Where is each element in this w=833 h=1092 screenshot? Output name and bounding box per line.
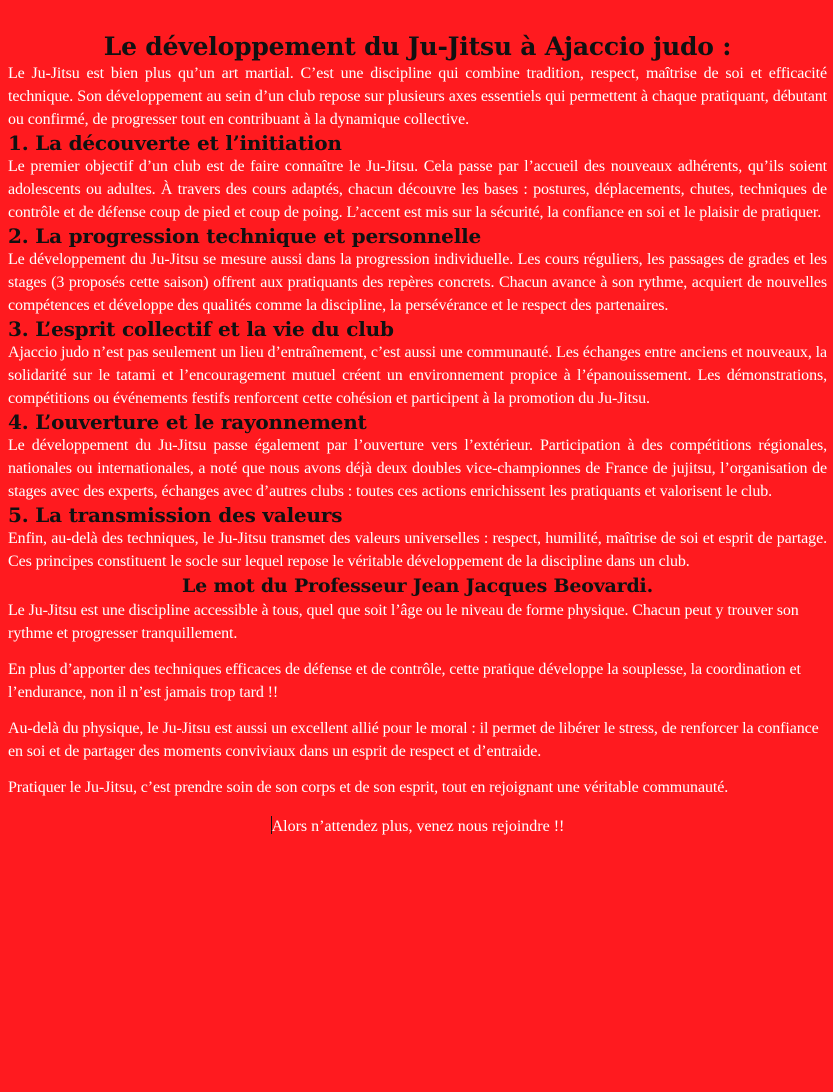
professor-paragraph-1: Le Ju-Jitsu est une discipline accessible à tous, quel que soit l’âge ou le niveau de forme physique. Chacun peut y trouver son rythme et progresser tranquillement. [8,602,799,642]
professor-paragraph-3: Au-delà du physique, le Ju-Jitsu est aussi un excellent allié pour le moral : il permet de libérer le stress, de renforcer la confiance en soi et de partager des moments conviviaux dans un esprit de respect et d’entraide. [8,720,819,760]
section-heading-transmission: 5. La transmission des valeurs [8,503,343,527]
professor-paragraph-2: En plus d’apporter des techniques efficaces de défense et de contrôle, cette pratique développe la souplesse, la coordination et l’endurance, non il n’est jamais trop tard !! [8,661,801,701]
section-text-transmission: Enfin, au-delà des techniques, le Ju-Jitsu transmet des valeurs universelles : respect, humilité, maîtrise de soi et esprit de partage. Ces principes constituent le socle sur lequel repose le véritable développement de la discipline dans un club. [8,530,827,570]
professor-paragraph-4: Pratiquer le Ju-Jitsu, c’est prendre soin de son corps et de son esprit, tout en rejoignant une véritable communauté. [8,779,729,796]
closing-line: Alors n’attendez plus, venez nous rejoindre !! [271,818,565,835]
professor-heading: Le mot du Professeur Jean Jacques Beovardi. [182,575,653,597]
section-heading-decouverte: 1. La découverte et l’initiation [8,131,342,155]
document-title: Le développement du Ju-Jitsu à Ajaccio judo : [103,32,732,61]
section-text-esprit-collectif: Ajaccio judo n’est pas seulement un lieu d’entraînement, c’est aussi une communauté. Les échanges entre anciens et nouveaux, la solidarité sur le tatami et l’encouragement mutuel créent un environnement propice à l’épanouissement. Les démonstrations, compétitions ou événements festifs renforcent cette cohésion et participent à la promotion du Ju-Jitsu. [8,344,827,407]
section-text-ouverture: Le développement du Ju-Jitsu passe également par l’ouverture vers l’extérieur. Participation à des compétitions régionales, nationales ou internationales, a noté que nous avons déjà deux doubles vice-championnes de France de jujitsu, l’organisation de stages avec des experts, échanges avec d’autres clubs : toutes ces actions enrichissent les pratiquants et valorisent le club. [8,437,827,500]
section-text-decouverte: Le premier objectif d’un club est de faire connaître le Ju-Jitsu. Cela passe par l’accueil des nouveaux adhérents, qu’ils soient adolescents ou adultes. À travers des cours adaptés, chacun découvre les bases : postures, déplacements, chutes, techniques de contrôle et de défense coup de pied et coup de poing. L’accent est mis sur la sécurité, la confiance en soi et le plaisir de pratiquer. [8,158,827,221]
section-text-progression: Le développement du Ju-Jitsu se mesure aussi dans la progression individuelle. Les cours réguliers, les passages de grades et les stages (3 proposés cette saison) offrent aux pratiquants des repères concrets. Chacun avance à son rythme, acquiert de nouvelles compétences et développe des qualités comme la discipline, la persévérance et le respect des partenaires. [8,251,827,314]
closing-line-wrap [8,815,827,838]
section-heading-esprit-collectif: 3. L’esprit collectif et la vie du club [8,317,394,341]
intro-paragraph: Le Ju-Jitsu est bien plus qu’un art martial. C’est une discipline qui combine tradition, respect, maîtrise de soi et efficacité technique. Son développement au sein d’un club repose sur plusieurs axes essentiels qui permettent à chaque pratiquant, débutant ou confirmé, de progresser tout en contribuant à la dynamique collective. [8,65,827,128]
section-heading-progression: 2. La progression technique et personnelle [8,224,482,248]
section-heading-ouverture: 4. L’ouverture et le rayonnement [8,410,367,434]
